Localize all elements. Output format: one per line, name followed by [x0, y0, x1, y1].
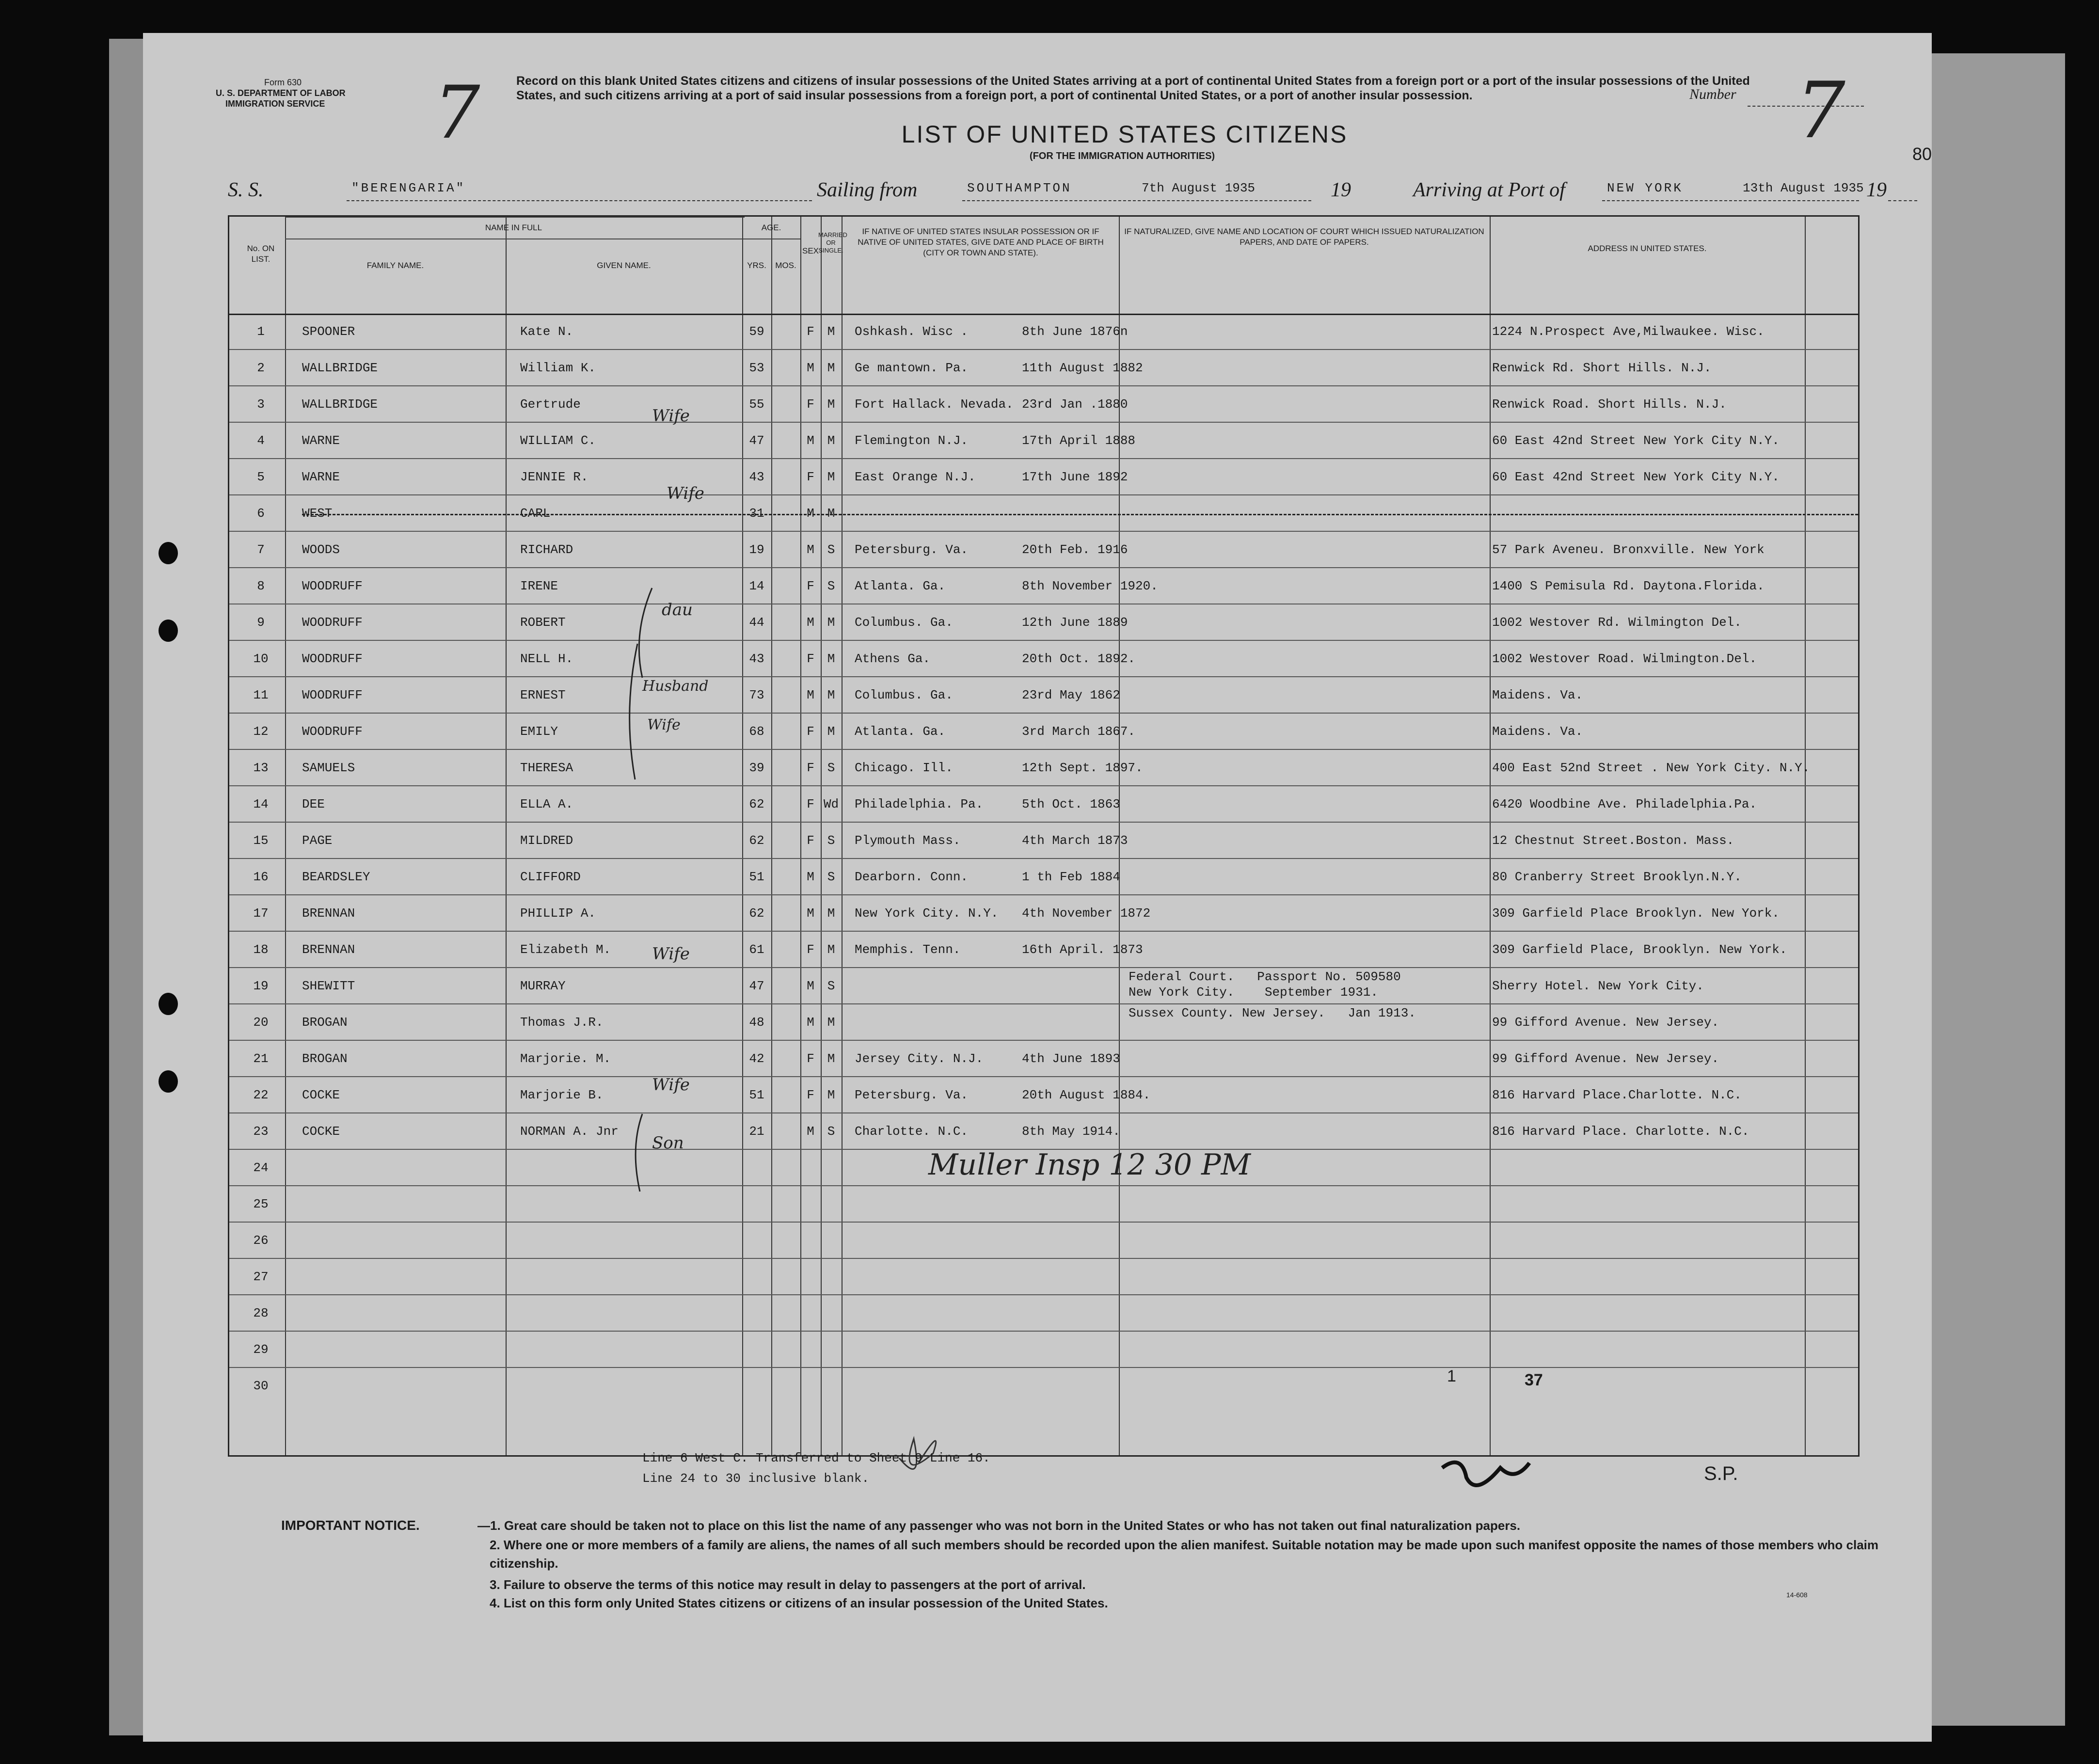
sailing-label: Sailing from: [817, 179, 918, 201]
cell-given: WILLIAM C.: [520, 433, 596, 448]
cell-naturalized: Sussex County. New Jersey. Jan 1913.: [1129, 1006, 1416, 1020]
cell-given: Thomas J.R.: [520, 1015, 604, 1030]
cell-date: 1 th Feb 1884: [1022, 870, 1120, 884]
cell-sex: F: [807, 579, 814, 593]
cell-no: 12: [253, 724, 269, 739]
cell-family: BEARDSLEY: [302, 870, 370, 884]
cell-ms: M: [827, 506, 835, 521]
col-head-birth: IF NATIVE OF UNITED STATES INSULAR POSSESSION OR IF NATIVE OF UNITED STATES, GIVE DATE AND PLACE OF BIRTH (CITY OR TOWN AND STATE).: [858, 227, 1104, 257]
back-sheet-left: [109, 39, 148, 1735]
notice-4: 4. List on this form only United States citizens or citizens of an insular possession of the United States.: [490, 1596, 1108, 1610]
cell-sex: M: [807, 979, 814, 993]
cell-family: DEE: [302, 797, 325, 811]
cell-given: Gertrude: [520, 397, 581, 412]
cell-family: BROGAN: [302, 1015, 348, 1030]
cell-yrs: 68: [749, 724, 764, 739]
page-stamp: 80: [1912, 144, 1932, 164]
punch-hole: [46, 281, 65, 303]
cell-place: Oshkash. Wisc .: [855, 324, 969, 339]
cell-yrs: 73: [749, 688, 764, 702]
cell-given: CLIFFORD: [520, 870, 581, 884]
cell-no: 26: [253, 1233, 269, 1248]
col-head-name: NAME IN FULL: [485, 223, 542, 232]
cell-given: RICHARD: [520, 542, 573, 557]
cell-yrs: 43: [749, 652, 764, 666]
cell-family: WARNE: [302, 470, 340, 484]
cell-ms: M: [827, 942, 835, 957]
cell-given: Marjorie. M.: [520, 1051, 611, 1066]
cell-ms: M: [827, 615, 835, 630]
cell-given: NORMAN A. Jnr: [520, 1124, 619, 1139]
cell-family: WOODRUFF: [302, 579, 363, 593]
cell-given: CARL: [520, 506, 551, 521]
cell-sex: F: [807, 833, 814, 848]
cell-ms: M: [827, 397, 835, 412]
cell-given: IRENE: [520, 579, 558, 593]
cell-no: 8: [257, 579, 265, 593]
cell-given: Kate N.: [520, 324, 573, 339]
important-notice-label: IMPORTANT NOTICE.: [281, 1518, 420, 1533]
cell-family: COCKE: [302, 1124, 340, 1139]
cell-given: ELLA A.: [520, 797, 573, 811]
cell-place: Dearborn. Conn.: [855, 870, 969, 884]
cell-ms: M: [827, 688, 835, 702]
cell-date: 4th November 1872: [1022, 906, 1151, 921]
cell-date: 11th August 1882: [1022, 361, 1143, 375]
year-prefix-2: 19: [1866, 179, 1887, 201]
cell-address: Maidens. Va.: [1492, 688, 1583, 702]
cell-address: 99 Gifford Avenue. New Jersey.: [1492, 1015, 1719, 1030]
cell-date: 20th August 1884.: [1022, 1088, 1151, 1102]
cell-date: 23rd May 1862: [1022, 688, 1120, 702]
cell-yrs: 14: [749, 579, 764, 593]
cell-place: East Orange N.J.: [855, 470, 976, 484]
cell-date: 17th June 1892: [1022, 470, 1128, 484]
cell-date: 20th Oct. 1892.: [1022, 652, 1136, 666]
cell-yrs: 47: [749, 979, 764, 993]
cell-place: Charlotte. N.C.: [855, 1124, 969, 1139]
col-head-sex: SEX: [802, 246, 819, 255]
cell-address: 309 Garfield Place, Brooklyn. New York.: [1492, 942, 1787, 957]
arrival-port: NEW YORK: [1607, 181, 1683, 195]
cell-date: 20th Feb. 1916: [1022, 542, 1128, 557]
cell-place: Columbus. Ga.: [855, 688, 953, 702]
cell-family: WALLBRIDGE: [302, 361, 378, 375]
ss-label: S. S.: [228, 179, 264, 201]
manifest-page: [143, 33, 1932, 1742]
cell-yrs: 55: [749, 397, 764, 412]
form-department: U. S. DEPARTMENT OF LABOR: [216, 88, 346, 98]
cell-yrs: 59: [749, 324, 764, 339]
cell-no: 21: [253, 1051, 269, 1066]
col-head-given: GIVEN NAME.: [597, 261, 651, 270]
cell-sex: M: [807, 506, 814, 521]
cell-no: 16: [253, 870, 269, 884]
cell-sex: F: [807, 324, 814, 339]
cell-ms: M: [827, 906, 835, 921]
cell-address: 12 Chestnut Street.Boston. Mass.: [1492, 833, 1734, 848]
cell-date: 8th May 1914.: [1022, 1124, 1120, 1139]
cell-ms: S: [827, 761, 835, 775]
cell-yrs: 42: [749, 1051, 764, 1066]
cell-yrs: 53: [749, 361, 764, 375]
cell-given: THERESA: [520, 761, 573, 775]
cell-family: BRENNAN: [302, 942, 355, 957]
cell-date: 4th March 1873: [1022, 833, 1128, 848]
col-head-age: AGE.: [761, 223, 781, 232]
cell-yrs: 44: [749, 615, 764, 630]
cell-place: Philadelphia. Pa.: [855, 797, 984, 811]
cell-no: 2: [257, 361, 265, 375]
form-service: IMMIGRATION SERVICE: [225, 99, 325, 109]
cell-family: WOODS: [302, 542, 340, 557]
cell-ms: S: [827, 1124, 835, 1139]
cell-sex: F: [807, 724, 814, 739]
cell-no: 27: [253, 1270, 269, 1284]
cell-family: PAGE: [302, 833, 333, 848]
cell-no: 20: [253, 1015, 269, 1030]
cell-ms: S: [827, 870, 835, 884]
notice-3: 3. Failure to observe the terms of this notice may result in delay to passengers at the port of arrival.: [490, 1577, 1086, 1592]
cell-sex: M: [807, 1124, 814, 1139]
cell-sex: M: [807, 542, 814, 557]
cell-yrs: 47: [749, 433, 764, 448]
form-code-bottom: 14-608: [1786, 1591, 1808, 1599]
cell-no: 5: [257, 470, 265, 484]
cell-given: ROBERT: [520, 615, 566, 630]
cell-no: 23: [253, 1124, 269, 1139]
cell-date: 5th Oct. 1863: [1022, 797, 1120, 811]
cell-sex: F: [807, 761, 814, 775]
cell-date: 16th April. 1873: [1022, 942, 1143, 957]
cell-family: WOODRUFF: [302, 724, 363, 739]
cell-sex: M: [807, 361, 814, 375]
cell-place: Chicago. Ill.: [855, 761, 953, 775]
cell-address: Maidens. Va.: [1492, 724, 1583, 739]
cell-given: EMILY: [520, 724, 558, 739]
cell-ms: M: [827, 1051, 835, 1066]
cell-family: WOODRUFF: [302, 652, 363, 666]
cell-sex: F: [807, 652, 814, 666]
cell-address: 1224 N.Prospect Ave,Milwaukee. Wisc.: [1492, 324, 1765, 339]
cell-place: Plymouth Mass.: [855, 833, 961, 848]
cell-address: 60 East 42nd Street New York City N.Y.: [1492, 470, 1780, 484]
back-sheet-right: [1920, 53, 2065, 1726]
cell-no: 24: [253, 1160, 269, 1175]
cell-sex: F: [807, 1051, 814, 1066]
cell-date: 8th November 1920.: [1022, 579, 1158, 593]
page-subtitle: (FOR THE IMMIGRATION AUTHORITIES): [1029, 151, 1215, 161]
cell-place: New York City. N.Y.: [855, 906, 999, 921]
cell-place: Petersburg. Va.: [855, 1088, 969, 1102]
col-head-address: ADDRESS IN UNITED STATES.: [1588, 244, 1707, 253]
cell-address: 99 Gifford Avenue. New Jersey.: [1492, 1051, 1719, 1066]
sheet-number-handwritten: 7: [1796, 65, 1845, 156]
cell-family: WEST: [302, 506, 333, 521]
sailing-port: SOUTHAMPTON: [967, 181, 1072, 195]
cell-ms: M: [827, 1015, 835, 1030]
notice-2: 2. Where one or more members of a family are aliens, the names of all such members should be recorded upon the alien manifest. Suitable notation may be made upon such manifest opposite the names of those members who claim citizenship.: [490, 1538, 1879, 1571]
col-head-yrs: YRS.: [747, 261, 766, 270]
arrival-date: 13th August 1935: [1743, 181, 1864, 195]
cell-family: WOODRUFF: [302, 688, 363, 702]
cell-no: 10: [253, 652, 269, 666]
page-title: LIST OF UNITED STATES CITIZENS: [901, 121, 1348, 148]
cell-place: Atlanta. Ga.: [855, 724, 946, 739]
cell-yrs: 62: [749, 833, 764, 848]
form-instructions: Record on this blank United States citizens and citizens of insular possessions of the United States arriving at a port of continental United States from a foreign port or a port of the insular possessions of the United States, and such citizens arriving at a port of said insular possessions from a foreign port, a port of continental United States, or a port of another insular possession.: [516, 74, 1750, 102]
cell-ms: M: [827, 361, 835, 375]
cell-family: WALLBRIDGE: [302, 397, 378, 412]
cell-place: Ge mantown. Pa.: [855, 361, 969, 375]
form-number: Form 630: [264, 78, 302, 87]
cell-given: PHILLIP A.: [520, 906, 596, 921]
cell-family: BROGAN: [302, 1051, 348, 1066]
ship-name: "BERENGARIA": [351, 181, 466, 195]
handwritten-sheet-number-left: 7: [434, 71, 480, 155]
cell-family: WOODRUFF: [302, 615, 363, 630]
cell-place: Petersburg. Va.: [855, 542, 969, 557]
cell-address: Renwick Road. Short Hills. N.J.: [1492, 397, 1727, 412]
signature-suffix: S.P.: [1704, 1463, 1738, 1484]
sailing-date: 7th August 1935: [1142, 181, 1256, 195]
cell-address: 80 Cranberry Street Brooklyn.N.Y.: [1492, 870, 1742, 884]
cell-address: 60 East 42nd Street New York City N.Y.: [1492, 433, 1780, 448]
blank-lines-note: Line 24 to 30 inclusive blank.: [642, 1471, 870, 1486]
cell-yrs: 62: [749, 906, 764, 921]
cell-date: 17th April 1888: [1022, 433, 1136, 448]
cell-ms: S: [827, 542, 835, 557]
cell-family: SAMUELS: [302, 761, 355, 775]
cell-address: 1002 Westover Rd. Wilmington Del.: [1492, 615, 1742, 630]
cell-family: BRENNAN: [302, 906, 355, 921]
cell-family: SPOONER: [302, 324, 355, 339]
punch-hole: [46, 201, 65, 223]
cell-ms: M: [827, 470, 835, 484]
cell-no: 11: [253, 688, 269, 702]
col-head-family: FAMILY NAME.: [366, 261, 424, 270]
cell-sex: M: [807, 433, 814, 448]
relation-note: dau: [662, 600, 693, 620]
cell-no: 4: [257, 433, 265, 448]
col-head-no: No. ON LIST.: [247, 244, 275, 264]
cell-no: 25: [253, 1197, 269, 1211]
col-head-naturalized: IF NATURALIZED, GIVE NAME AND LOCATION OF COURT WHICH ISSUED NATURALIZATION PAPERS, AND DATE OF PAPERS.: [1124, 227, 1484, 247]
count-note: 37: [1525, 1371, 1543, 1389]
cell-no: 14: [253, 797, 269, 811]
inspector-note: Muller Insp 12 30 PM: [928, 1148, 1251, 1182]
cell-no: 22: [253, 1088, 269, 1102]
cell-no: 17: [253, 906, 269, 921]
cell-sex: F: [807, 470, 814, 484]
cell-place: Flemington N.J.: [855, 433, 969, 448]
cell-address: 1002 Westover Road. Wilmington.Del.: [1492, 652, 1757, 666]
cell-ms: S: [827, 579, 835, 593]
cell-given: Elizabeth M.: [520, 942, 611, 957]
line6-transfer-note: Line 6 West C. Transferred to Sheet 9 Line 16.: [642, 1451, 990, 1465]
relation-note: Wife: [652, 1075, 690, 1095]
arriving-label: Arriving at Port of: [1413, 179, 1565, 201]
cell-ms: M: [827, 324, 835, 339]
cell-ms: S: [827, 979, 835, 993]
cell-address: 6420 Woodbine Ave. Philadelphia.Pa.: [1492, 797, 1757, 811]
cell-given: MILDRED: [520, 833, 573, 848]
cell-place: Memphis. Tenn.: [855, 942, 961, 957]
relation-note: Wife: [667, 484, 704, 503]
cell-address: 1400 S Pemisula Rd. Daytona.Florida.: [1492, 579, 1765, 593]
cell-ms: M: [827, 652, 835, 666]
cell-sex: F: [807, 797, 814, 811]
cell-sex: M: [807, 870, 814, 884]
cell-yrs: 39: [749, 761, 764, 775]
cell-no: 30: [253, 1379, 269, 1393]
relation-note: Son: [652, 1133, 684, 1153]
cell-ms: M: [827, 1088, 835, 1102]
cell-date: 12th Sept. 1897.: [1022, 761, 1143, 775]
cell-place: Columbus. Ga.: [855, 615, 953, 630]
cell-no: 1: [257, 324, 265, 339]
cell-family: SHEWITT: [302, 979, 355, 993]
cell-family: WARNE: [302, 433, 340, 448]
cell-no: 6: [257, 506, 265, 521]
cell-no: 28: [253, 1306, 269, 1320]
cell-sex: F: [807, 942, 814, 957]
cell-date: 8th June 1876n: [1022, 324, 1128, 339]
punch-hole: [46, 1445, 65, 1467]
cell-address: Sherry Hotel. New York City.: [1492, 979, 1704, 993]
cell-yrs: 31: [749, 506, 764, 521]
cell-sex: M: [807, 615, 814, 630]
cell-given: William K.: [520, 361, 596, 375]
cell-ms: M: [827, 724, 835, 739]
cell-sex: M: [807, 1015, 814, 1030]
cell-yrs: 51: [749, 870, 764, 884]
cell-yrs: 62: [749, 797, 764, 811]
cell-sex: F: [807, 1088, 814, 1102]
relation-note: Wife: [652, 944, 690, 964]
tick-mark-note: 1: [1447, 1367, 1456, 1385]
cell-yrs: 21: [749, 1124, 764, 1139]
cell-place: Jersey City. N.J.: [855, 1051, 984, 1066]
cell-given: ERNEST: [520, 688, 566, 702]
cell-sex: M: [807, 688, 814, 702]
cell-address: 309 Garfield Place Brooklyn. New York.: [1492, 906, 1780, 921]
cell-address: 816 Harvard Place. Charlotte. N.C.: [1492, 1124, 1749, 1139]
cell-no: 7: [257, 542, 265, 557]
year-prefix-1: 19: [1331, 179, 1351, 201]
cell-address: 400 East 52nd Street . New York City. N.Y.: [1492, 761, 1810, 775]
cell-given: MURRAY: [520, 979, 566, 993]
cell-place: Athens Ga.: [855, 652, 931, 666]
cell-date: 23rd Jan .1880: [1022, 397, 1128, 412]
relation-note: Wife: [647, 716, 681, 733]
cell-given: JENNIE R.: [520, 470, 588, 484]
cell-ms: S: [827, 833, 835, 848]
cell-yrs: 19: [749, 542, 764, 557]
cell-sex: F: [807, 397, 814, 412]
col-head-married: MARRIED OR SINGLE.: [818, 231, 847, 254]
cell-date: 3rd March 1867.: [1022, 724, 1136, 739]
cell-date: 12th June 1889: [1022, 615, 1128, 630]
cell-no: 19: [253, 979, 269, 993]
col-head-mos: MOS.: [775, 261, 796, 270]
cell-yrs: 61: [749, 942, 764, 957]
cell-no: 15: [253, 833, 269, 848]
family-brackets: [143, 33, 1932, 1742]
cell-address: 816 Harvard Place.Charlotte. N.C.: [1492, 1088, 1742, 1102]
cell-no: 3: [257, 397, 265, 412]
relation-note: Husband: [642, 678, 709, 695]
cell-given: NELL H.: [520, 652, 573, 666]
cell-naturalized: Federal Court. Passport No. 509580 New York City. September 1931.: [1129, 969, 1401, 1000]
cell-address: Renwick Rd. Short Hills. N.J.: [1492, 361, 1712, 375]
cell-given: Marjorie B.: [520, 1088, 604, 1102]
cell-yrs: 43: [749, 470, 764, 484]
relation-note: Wife: [652, 406, 690, 426]
cell-date: 4th June 1893: [1022, 1051, 1120, 1066]
cell-family: COCKE: [302, 1088, 340, 1102]
cell-ms: Wd: [823, 797, 839, 811]
cell-place: Fort Hallack. Nevada.: [855, 397, 1014, 412]
cell-no: 13: [253, 761, 269, 775]
cell-sex: M: [807, 906, 814, 921]
cell-place: Atlanta. Ga.: [855, 579, 946, 593]
cell-no: 9: [257, 615, 265, 630]
cell-no: 18: [253, 942, 269, 957]
sheet-number-label: Number: [1689, 86, 1736, 102]
cell-ms: M: [827, 433, 835, 448]
notice-1: —1. Great care should be taken not to place on this list the name of any passenger who was not born in the United States or who has not taken out final naturalization papers.: [477, 1518, 1521, 1533]
cell-no: 29: [253, 1342, 269, 1357]
cell-yrs: 48: [749, 1015, 764, 1030]
cell-yrs: 51: [749, 1088, 764, 1102]
cell-address: 57 Park Aveneu. Bronxville. New York: [1492, 542, 1765, 557]
